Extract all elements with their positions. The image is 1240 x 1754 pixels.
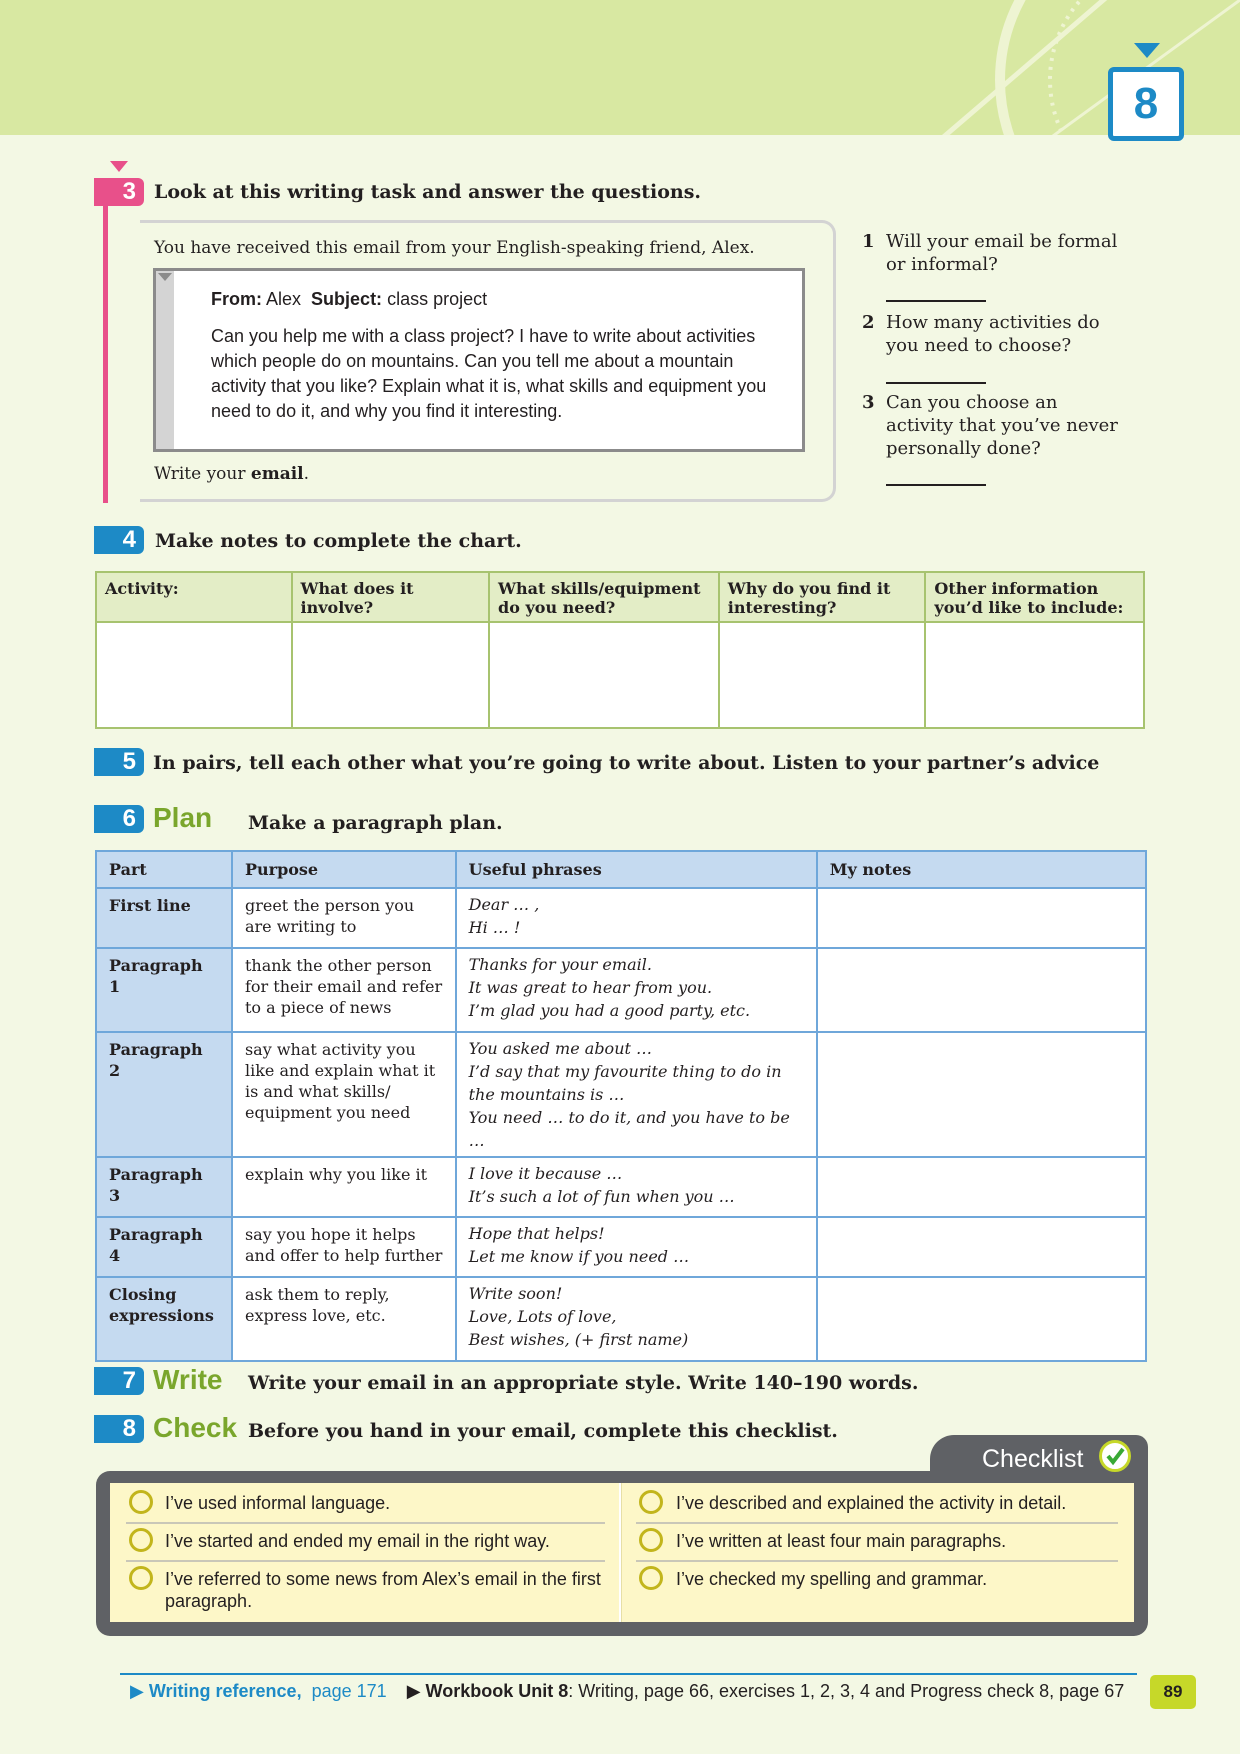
checklist-checkbox[interactable]: [129, 1566, 153, 1590]
email-body: Can you help me with a class project? I have to write about activities which people do on mountains. Can you tell me about a mountain activity that you like? Explain what it is, what skills and equipment you need to do it, and why you find it interesting.: [211, 326, 767, 421]
plan-header-part: Part: [96, 851, 232, 888]
write-bold-word: email: [250, 464, 304, 484]
checklist-title: Checklist: [982, 1445, 1084, 1473]
chart-header-skills: What skills/equipment do you need?: [489, 572, 719, 622]
row-purpose: say you hope it helps and offer to help further: [232, 1217, 456, 1277]
checklist-checkbox[interactable]: [129, 1528, 153, 1552]
checklist-checkbox[interactable]: [639, 1528, 663, 1552]
email-corner-icon: [158, 273, 172, 281]
table-row: [96, 888, 1146, 948]
unit-marker-icon: [1134, 43, 1160, 58]
chart-cell-involve[interactable]: [292, 622, 490, 728]
answer-line-2[interactable]: [886, 382, 986, 384]
chart-cell-other[interactable]: [925, 622, 1144, 728]
checklist-item: I’ve written at least four main paragraphs.: [676, 1531, 1007, 1551]
phrase: Thanks for your email.: [468, 955, 652, 974]
row-part: Closing expressions: [96, 1277, 232, 1361]
checklist-rule: [636, 1560, 1118, 1562]
checklist-checkbox[interactable]: [639, 1566, 663, 1590]
email-subject: class project: [387, 289, 488, 309]
play-arrow-icon: ▶: [130, 1681, 144, 1701]
footer-references: [130, 1681, 1124, 1702]
row-phrases: [456, 1157, 817, 1217]
task-intro-text: You have received this email from your English-speaking friend, Alex.: [154, 238, 755, 258]
question-text: Will your email be formal or informal?: [886, 231, 1118, 275]
chart-header-involve: What does it involve?: [292, 572, 490, 622]
checklist-item: I’ve referred to some news from Alex’s email in the first paragraph.: [165, 1569, 601, 1611]
paragraph-plan-table: [95, 850, 1147, 1362]
row-phrases: [456, 948, 817, 1032]
exercise-3-instruction: Look at this writing task and answer the questions.: [154, 181, 702, 203]
exercise-5-instruction: In pairs, tell each other what you’re going to write about. Listen to your partner’s advice: [153, 752, 1100, 774]
checklist-checkbox[interactable]: [129, 1490, 153, 1514]
checklist-divider: [619, 1483, 621, 1622]
row-part: Paragraph 4: [96, 1217, 232, 1277]
footer-rule: [120, 1673, 1137, 1675]
phrase: I love it because …: [468, 1164, 623, 1183]
row-purpose: greet the person you are writing to: [232, 888, 456, 948]
exercise-4-number: 4: [94, 526, 144, 554]
phrase: You need … to do it, and you have to be …: [468, 1108, 790, 1150]
answer-line-1[interactable]: [886, 300, 986, 302]
question-number: 1: [862, 231, 875, 252]
row-notes[interactable]: [817, 1157, 1146, 1217]
table-row: [96, 1032, 1146, 1157]
exercise-5-number: 5: [94, 748, 144, 776]
exercise-6-keyword: Plan: [153, 802, 213, 833]
notes-chart: [95, 571, 1145, 729]
phrase: Dear … ,: [468, 895, 540, 914]
table-row: [96, 1157, 1146, 1217]
exercise-8-number: 8: [94, 1415, 144, 1443]
table-row: [96, 1217, 1146, 1277]
checklist-item: I’ve started and ended my email in the right way.: [165, 1531, 550, 1551]
email-from: Alex: [266, 289, 302, 309]
exercise-3-rule: [103, 195, 108, 503]
plan-header-notes: My notes: [817, 851, 1146, 888]
row-purpose: ask them to reply, express love, etc.: [232, 1277, 456, 1361]
chart-header-other: Other information you’d like to include:: [925, 572, 1144, 622]
phrase: Let me know if you need …: [468, 1247, 690, 1266]
exercise-7-instruction: Write your email in an appropriate style. Write 140–190 words.: [248, 1372, 919, 1394]
table-row: [96, 1277, 1146, 1361]
email-header: [211, 289, 487, 310]
row-phrases: [456, 1277, 817, 1361]
row-notes[interactable]: [817, 948, 1146, 1032]
row-part: Paragraph 2: [96, 1032, 232, 1157]
checklist-rule: [126, 1522, 605, 1524]
exercise-marker-icon: [110, 161, 128, 172]
question-3: [862, 391, 1122, 460]
checklist-rule: [126, 1560, 605, 1562]
row-phrases: [456, 1217, 817, 1277]
row-purpose: explain why you like it: [232, 1157, 456, 1217]
row-purpose: thank the other person for their email and refer to a piece of news: [232, 948, 456, 1032]
phrase: It was great to hear from you.: [468, 978, 713, 997]
phrase: Hi … !: [468, 918, 521, 937]
row-phrases: [456, 1032, 817, 1157]
write-prefix: Write your: [154, 464, 246, 484]
exercise-8-instruction: Before you hand in your email, complete this checklist.: [248, 1420, 838, 1442]
page-number: 89: [1150, 1675, 1196, 1709]
question-number: 2: [862, 312, 875, 333]
question-text: Can you choose an activity that you’ve never personally done?: [886, 392, 1118, 459]
row-part: First line: [96, 888, 232, 948]
phrase: Write soon!: [468, 1284, 563, 1303]
exercise-7-keyword: Write: [153, 1364, 223, 1395]
checklist-checkbox[interactable]: [639, 1490, 663, 1514]
exercise-6-instruction: Make a paragraph plan.: [248, 812, 503, 834]
table-row: [96, 948, 1146, 1032]
writing-reference-page[interactable]: page 171: [311, 1681, 387, 1701]
workbook-label: Workbook Unit 8: [425, 1681, 569, 1701]
question-1: [862, 230, 1122, 276]
phrase: Love, Lots of love,: [468, 1307, 617, 1326]
row-part: Paragraph 1: [96, 948, 232, 1032]
email-from-label: From:: [211, 289, 262, 309]
checklist-item: I’ve described and explained the activity in detail.: [676, 1493, 1067, 1513]
chart-cell-interesting[interactable]: [719, 622, 926, 728]
row-notes[interactable]: [817, 1032, 1146, 1157]
write-suffix: .: [303, 464, 310, 484]
question-number: 3: [862, 392, 875, 413]
exercise-8-keyword: Check: [153, 1412, 238, 1443]
phrase: I’m glad you had a good party, etc.: [468, 1001, 751, 1020]
plan-header-purpose: Purpose: [232, 851, 456, 888]
phrase: You asked me about …: [468, 1039, 653, 1058]
email-subject-label: Subject:: [311, 289, 383, 309]
row-part: Paragraph 3: [96, 1157, 232, 1217]
answer-line-3[interactable]: [886, 484, 986, 486]
checklist-item: I’ve used informal language.: [165, 1493, 391, 1513]
row-notes[interactable]: [817, 1217, 1146, 1277]
unit-number-badge: 8: [1108, 67, 1184, 141]
workbook-text: : Writing, page 66, exercises 1, 2, 3, 4 and Progress check 8, page 67: [568, 1681, 1125, 1701]
exercise-6-number: 6: [94, 805, 144, 833]
row-phrases: [456, 888, 817, 948]
exercise-4-instruction: Make notes to complete the chart.: [155, 530, 522, 552]
write-email-instruction: [154, 464, 309, 484]
phrase: Hope that helps!: [468, 1224, 605, 1243]
row-notes[interactable]: [817, 1277, 1146, 1361]
row-notes[interactable]: [817, 888, 1146, 948]
checklist-item: I’ve checked my spelling and grammar.: [676, 1569, 988, 1589]
play-arrow-icon: ▶: [406, 1681, 421, 1701]
email-sidebar: [156, 271, 174, 449]
chart-header-activity: Activity:: [96, 572, 292, 622]
question-2: [862, 311, 1122, 357]
phrase: I’d say that my favourite thing to do in the mountains is …: [468, 1062, 782, 1104]
phrase: It’s such a lot of fun when you …: [468, 1187, 735, 1206]
checkmark-icon: [1099, 1440, 1131, 1472]
exercise-3-number: 3: [94, 178, 144, 206]
chart-header-interesting: Why do you find it interesting?: [719, 572, 926, 622]
page-header-band: [0, 0, 1240, 135]
exercise-7-number: 7: [94, 1367, 144, 1395]
writing-reference-link[interactable]: Writing reference,: [148, 1681, 302, 1701]
phrase: Best wishes, (+ first name): [468, 1330, 689, 1349]
chart-cell-activity[interactable]: [96, 622, 292, 728]
plan-header-phrases: Useful phrases: [456, 851, 817, 888]
question-text: How many activities do you need to choose?: [886, 312, 1100, 356]
chart-cell-skills[interactable]: [489, 622, 719, 728]
checklist-rule: [636, 1522, 1118, 1524]
row-purpose: say what activity you like and explain what it is and what skills/ equipment you need: [232, 1032, 456, 1157]
compass-decoration-icon: [900, 0, 1240, 135]
